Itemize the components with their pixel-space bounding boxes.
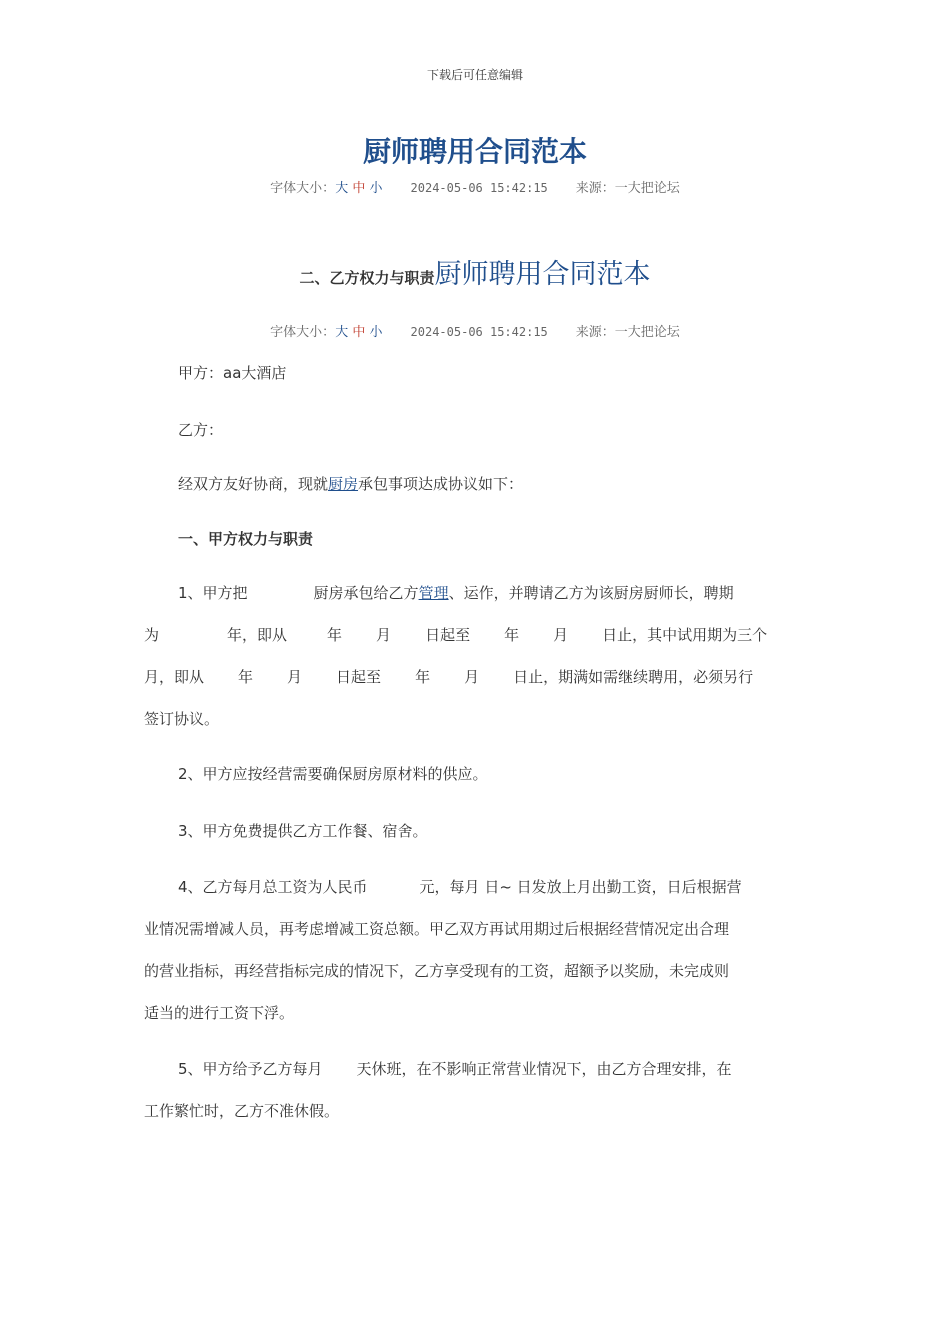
intro-paragraph	[144, 463, 798, 505]
article-meta-repeat	[0, 321, 950, 340]
font-size-label: 字体大小：	[270, 325, 336, 340]
publish-datetime: 2024-05-06 15:42:15	[410, 181, 548, 195]
clause-1	[144, 572, 798, 740]
font-size-medium-link[interactable]: 中	[352, 181, 366, 196]
clause-5	[144, 1048, 798, 1132]
font-size-small-link[interactable]: 小	[369, 325, 383, 340]
clause-5-line: 工作繁忙时，乙方不准休假。	[144, 1102, 340, 1120]
article-source: 来源：一大把论坛	[575, 181, 680, 196]
section-title	[0, 252, 950, 291]
font-size-large-link[interactable]: 大	[335, 325, 349, 340]
clause-4	[144, 866, 798, 1034]
article-source: 来源：一大把论坛	[575, 325, 680, 340]
font-size-medium-link[interactable]: 中	[352, 325, 366, 340]
clause-4-line: 业情况需增减人员，再考虑增减工资总额。甲乙双方再试用期过后根据经营情况定出合理	[144, 920, 730, 938]
intro-text-end: 承包事项达成协议如下：	[358, 475, 524, 493]
font-size-small-link[interactable]: 小	[369, 181, 383, 196]
clause-4-line: 的营业指标，再经营指标完成的情况下，乙方享受现有的工资，超额予以奖励，未完成则	[144, 962, 730, 980]
management-link[interactable]: 管理	[418, 584, 449, 602]
download-note: 下载后可任意编辑	[426, 68, 523, 82]
kitchen-link[interactable]: 厨房	[328, 475, 359, 493]
article-meta	[0, 177, 950, 196]
section-title-prefix: 二、乙方权力与职责	[299, 269, 435, 287]
party-b: 乙方：	[178, 421, 224, 439]
section-title-main: 厨师聘用合同范本	[434, 259, 651, 290]
clause-1-line: 签订协议。	[144, 710, 220, 728]
clause-1-line: 为 年，即从 年 月 日起至 年 月 日止，其中试用期为三个	[144, 626, 768, 644]
publish-datetime: 2024-05-06 15:42:15	[410, 325, 548, 339]
intro-text: 经双方友好协商，现就	[178, 475, 329, 493]
clause-4-line: 适当的进行工资下浮。	[144, 1004, 295, 1022]
clause-5-line: 5、甲方给予乙方每月 天休班，在不影响正常营业情况下，由乙方合理安排，在	[178, 1060, 732, 1078]
clause-3: 3、甲方免费提供乙方工作餐、宿舍。	[178, 822, 428, 840]
clause-1-line: 1、甲方把 厨房承包给乙方管理、运作，并聘请乙方为该厨房厨师长，聘期	[178, 584, 734, 602]
page-title: 厨师聘用合同范本	[362, 135, 587, 168]
clause-4-line: 4、乙方每月总工资为人民币 元，每月 日~ 日发放上月出勤工资，日后根据营	[178, 878, 742, 896]
font-size-label: 字体大小：	[270, 181, 336, 196]
clause-2: 2、甲方应按经营需要确保厨房原材料的供应。	[178, 765, 488, 783]
section1-heading: 一、甲方权力与职责	[178, 530, 314, 548]
party-a: 甲方：aa大酒店	[178, 364, 287, 382]
clause-1-line: 月，即从 年 月 日起至 年 月 日止，期满如需继续聘用，必须另行	[144, 668, 754, 686]
font-size-large-link[interactable]: 大	[335, 181, 349, 196]
